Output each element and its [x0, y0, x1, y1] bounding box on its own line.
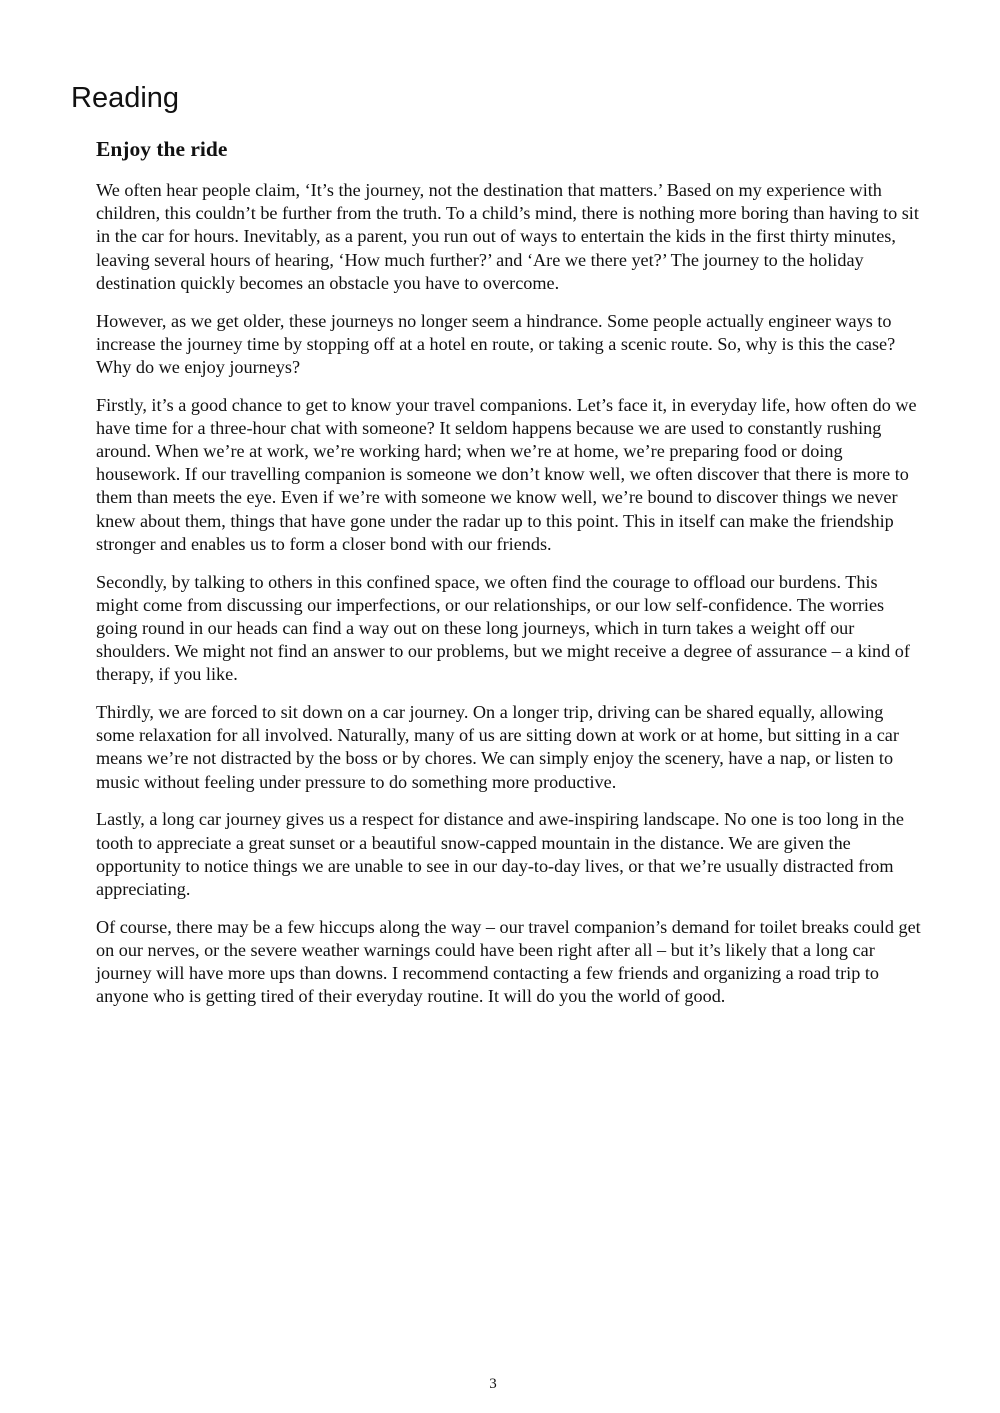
article-paragraph-3: Firstly, it’s a good chance to get to know your travel companions. Let’s face it, in everyday life, how often do we have time for a three-hour chat with someone? It seldom happens because we are used to constantly rushing around. When we’re at work, we’re working hard; when we’re at home, we’re preparing food or doing housework. If our travelling companion is someone we don’t know well, we often discover that there is more to them than meets the eye. Even if we’re with someone we know well, we’re bound to discover things we never knew about them, things that have gone under the radar up to this point. This in itself can make the friendship stronger and enables us to form a closer bond with our friends. [96, 394, 917, 554]
page-number: 3 [489, 1376, 497, 1392]
article-paragraph-1: We often hear people claim, ‘It’s the journey, not the destination that matters.’ Based on my experience with children, this couldn’t be further from the truth. To a child’s mind, there is nothing more boring than having to sit in the car for hours. Inevitably, as a parent, you run out of ways to entertain the kids in the first thirty minutes, leaving several hours of hearing, ‘How much further?’ and ‘Are we there yet?’ The journey to the holiday destination quickly becomes an obstacle you have to overcome. [96, 180, 919, 293]
article-paragraph-5: Thirdly, we are forced to sit down on a car journey. On a longer trip, driving can be shared equally, allowing some relaxation for all involved. Naturally, many of us are sitting down at work or at home, but sitting in a car means we’re not distracted by the boss or by chores. We can simply enjoy the scenery, have a nap, or listen to music without feeling under pressure to do something more productive. [96, 702, 899, 792]
article-paragraph-4: Secondly, by talking to others in this confined space, we often find the courage to offload our burdens. This might come from discussing our imperfections, or our relationships, or our low self-confidence. The worries going round in our heads can find a way out on these long journeys, which in turn takes a weight off our shoulders. We might not find an answer to our problems, but we might receive a degree of assurance – a kind of therapy, if you like. [96, 571, 910, 685]
article-paragraph-6: Lastly, a long car journey gives us a respect for distance and awe-inspiring landscape. No one is too long in the tooth to appreciate a great sunset or a beautiful snow-capped mountain in the distance. We are given the opportunity to notice things we are unable to see in our day-to-day lives, or that we’re usually distracted from appreciating. [96, 809, 904, 899]
article-paragraph-2: However, as we get older, these journeys no longer seem a hindrance. Some people actually engineer ways to increase the journey time by stopping off at a hotel en route, or taking a scenic route. So, why is this the case? Why do we enjoy journeys? [96, 310, 896, 377]
article-paragraph-7: Of course, there may be a few hiccups along the way – our travel companion’s demand for toilet breaks could get on our nerves, or the severe weather warnings could have been right after all – but it’s likely that a long car journey will have more ups than downs. I recommend contacting a few friends and organizing a road trip to anyone who is getting tired of their everyday routine. It will do you the world of good. [96, 916, 921, 1007]
section-heading: Reading [71, 82, 180, 114]
article-title: Enjoy the ride [96, 137, 228, 161]
article [96, 133, 922, 1023]
